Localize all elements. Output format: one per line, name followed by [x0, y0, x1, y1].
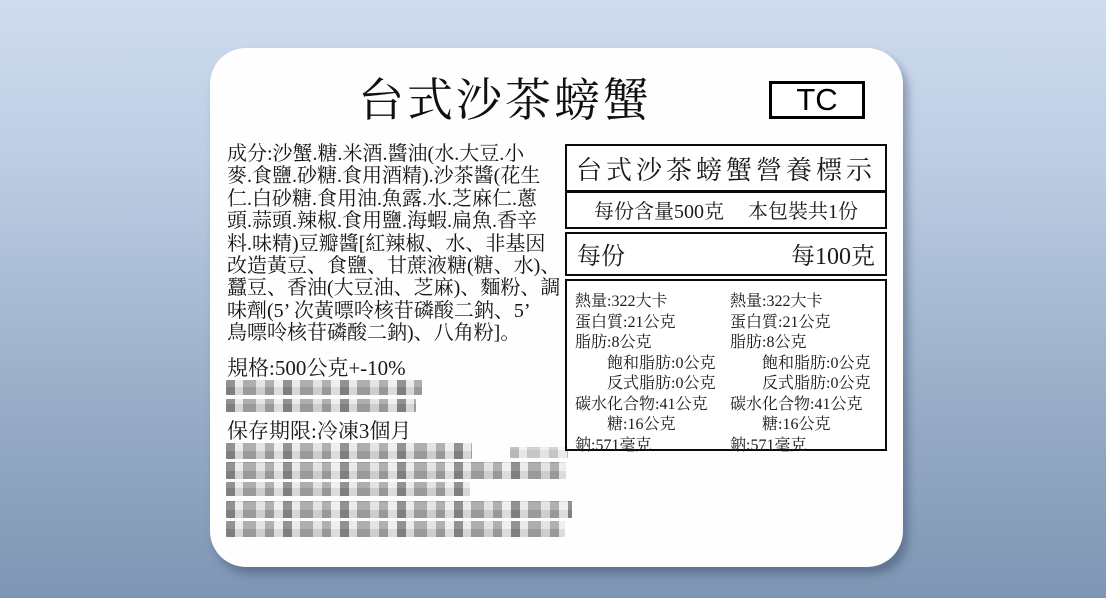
nutrition-fact-line: 蛋白質:21公克: [575, 313, 676, 331]
nutrition-fact-line: 反式脂肪:0公克: [607, 375, 716, 392]
ingredient-line: 鳥嘌呤核苷磷酸二鈉)、八角粉]。: [227, 322, 521, 345]
redacted-line: [226, 501, 572, 518]
ingredients-text: [227, 143, 567, 345]
nutrition-fact-line: 熱量:322大卡: [730, 293, 823, 310]
servings-per-pack: 本包裝共1份: [748, 201, 858, 223]
nutrition-fact-line: 脂肪:8公克: [730, 334, 807, 351]
ingredient-line: 仁.白砂糖.食用油.魚露.水.芝麻仁.蔥: [227, 187, 537, 210]
storage-text: 保存期限:冷凍3個月: [227, 419, 412, 443]
nutrition-fact-line: 蛋白質:21公克: [730, 313, 831, 331]
nutrition-table: [565, 144, 887, 454]
redacted-line: [510, 447, 568, 458]
nutrition-fact-line: 糖:16公克: [762, 416, 831, 433]
nutrition-column-per-serving: [575, 292, 730, 454]
column-header-per-100g: 每100克: [791, 244, 875, 270]
redacted-line: [226, 399, 416, 412]
nutrition-fact-line: 鈉:571毫克: [730, 436, 807, 454]
product-title: 台式沙茶螃蟹: [358, 75, 652, 126]
serving-size: 每份含量500克: [594, 201, 724, 223]
nutrition-fact-line: 糖:16公克: [607, 416, 676, 433]
spec-text: 規格:500公克+-10%: [227, 356, 406, 380]
nutrition-column-per-100g: [730, 292, 885, 454]
nutrition-serving-row: [567, 193, 885, 227]
redacted-line: [226, 443, 472, 459]
redacted-line: [226, 462, 566, 479]
redacted-line: [226, 380, 422, 395]
nutrition-fact-line: 飽和脂肪:0公克: [762, 354, 871, 372]
ingredient-line: 味劑(5’ 次黃嘌呤核苷磷酸二鈉、5’: [227, 299, 531, 322]
nutrition-fact-line: 熱量:322大卡: [575, 293, 668, 310]
ingredient-line: 蠶豆、香油(大豆油、芝麻)、麵粉、調: [227, 277, 561, 300]
ingredient-line: 成分:沙蟹.糖.米酒.醬油(水.大豆.小: [227, 143, 525, 165]
nutrition-fact-line: 鈉:571毫克: [575, 436, 652, 454]
label-card: [210, 48, 903, 567]
nutrition-fact-line: 反式脂肪:0公克: [762, 375, 871, 392]
nutrition-fact-line: 飽和脂肪:0公克: [607, 354, 716, 372]
nutrition-column-header-row: [565, 232, 887, 276]
redacted-line: [226, 521, 565, 537]
column-header-per-serving: 每份: [577, 244, 625, 270]
ingredient-line: 料.味精)豆瓣醬[紅辣椒、水、非基因: [227, 232, 546, 255]
ingredient-line: 麥.食鹽.砂糖.食用酒精).沙茶醬(花生: [227, 165, 541, 188]
nutrition-header-box: [565, 144, 887, 229]
tc-mark-box: [769, 81, 865, 119]
redacted-line: [226, 482, 470, 496]
ingredient-line: 改造黃豆、食鹽、甘蔗液糖(糖、水)、: [227, 255, 561, 278]
nutrition-title: 台式沙茶螃蟹營養標示: [567, 146, 885, 193]
ingredient-line: 頭.蒜頭.辣椒.食用鹽.海蝦.扁魚.香辛: [227, 210, 537, 233]
tc-mark-text: TC: [796, 82, 838, 117]
nutrition-values-box: [565, 279, 887, 454]
nutrition-fact-line: 脂肪:8公克: [575, 334, 652, 351]
nutrition-fact-line: 碳水化合物:41公克: [730, 395, 863, 413]
nutrition-fact-line: 碳水化合物:41公克: [575, 395, 708, 413]
